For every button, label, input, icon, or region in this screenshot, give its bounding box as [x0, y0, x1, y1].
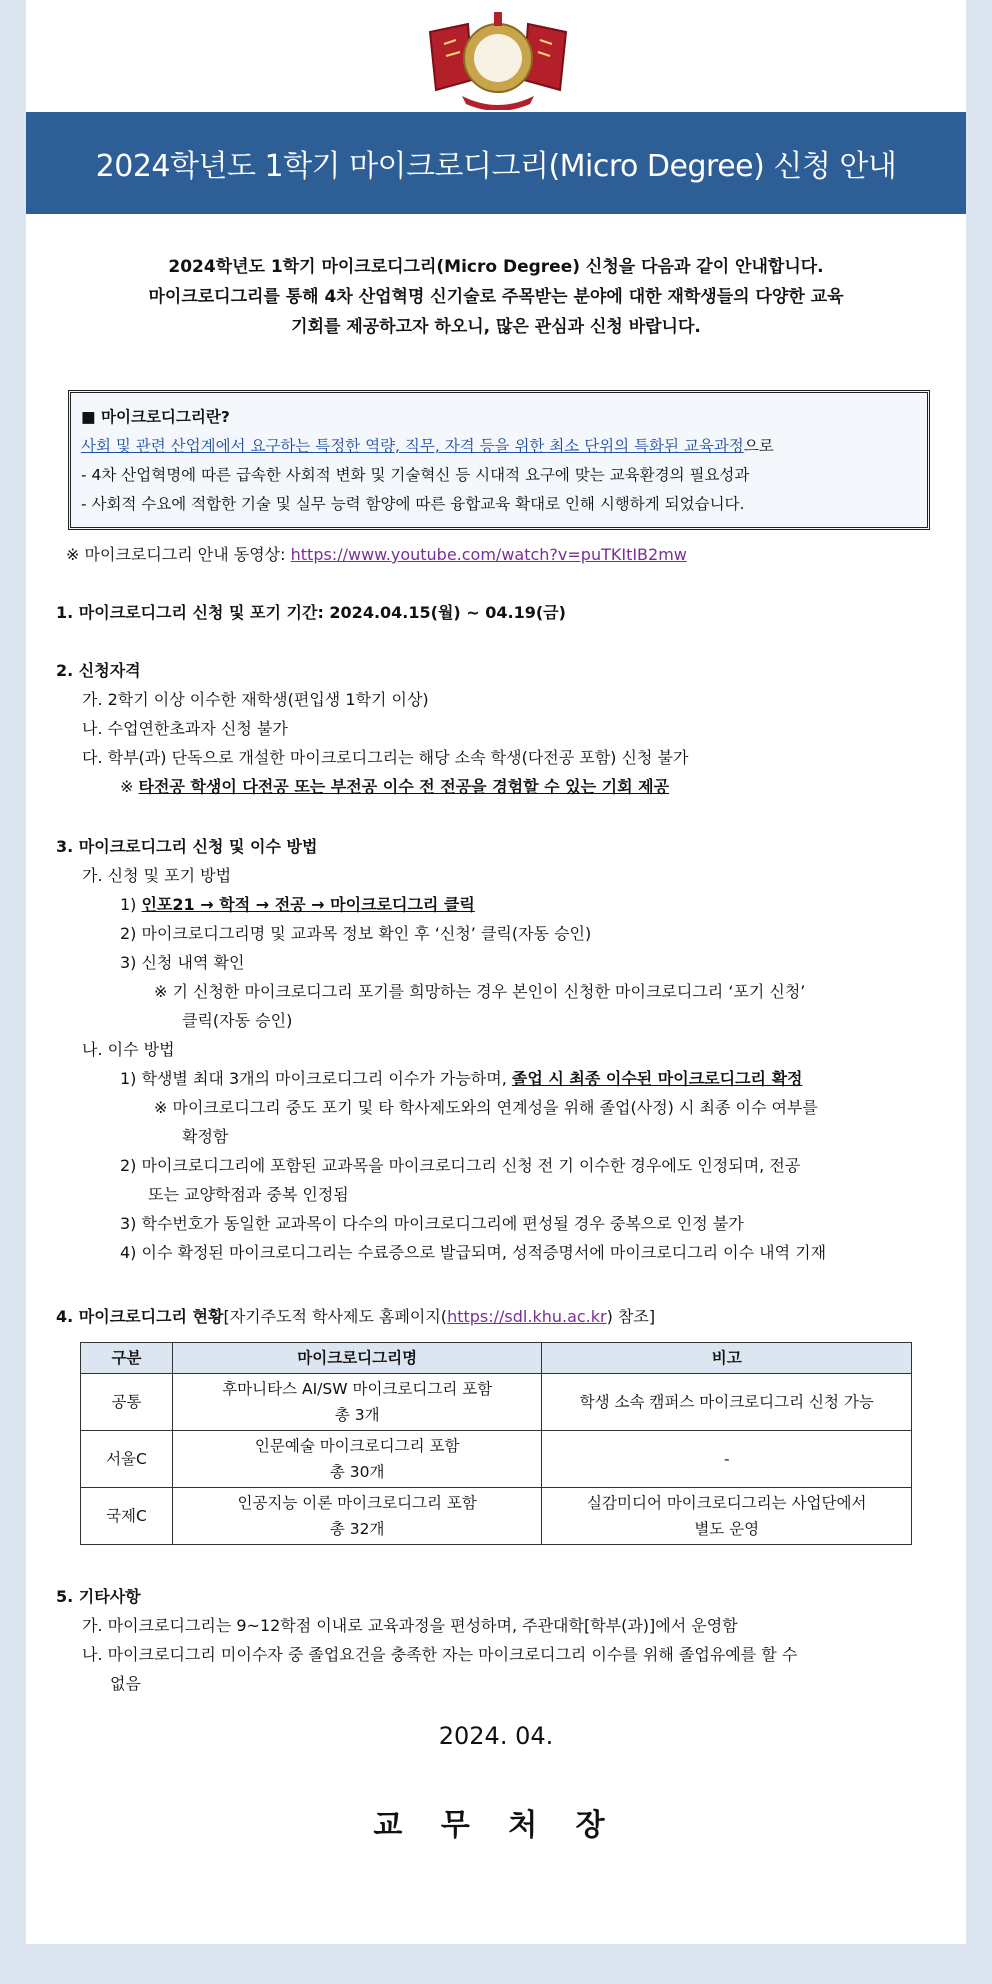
intro-line: 2024학년도 1학기 마이크로디그리(Micro Degree) 신청을 다음과 같이 안내합니다. [168, 257, 824, 277]
method-step: 또는 교양학점과 중복 인정됨 [148, 1185, 349, 1204]
notice-page [26, 0, 966, 1944]
method-step [56, 890, 940, 919]
section-period [56, 598, 940, 627]
video-label: ※ 마이크로디그리 안내 동영상: [66, 545, 291, 564]
method-step: 2) 마이크로디그리명 및 교과목 정보 확인 후 ‘신청’ 클릭(자동 승인) [120, 924, 592, 943]
table-cell-name [172, 1431, 542, 1488]
intro-line: 마이크로디그리를 통해 4차 산업혁명 신기술로 주목받는 분야에 대한 재학생들의 다양한 교육 [148, 287, 844, 307]
section-title [56, 1302, 940, 1331]
table-cell-category: 국제C [81, 1488, 173, 1545]
method-item: 나. 이수 방법 [82, 1040, 175, 1059]
method-step [56, 1064, 940, 1093]
method-note: 확정함 [182, 1127, 229, 1146]
misc-item: 없음 [110, 1674, 141, 1693]
cell-line: - [723, 1450, 730, 1468]
definition-suffix: 으로 [743, 437, 774, 455]
section-title: 1. 마이크로디그리 신청 및 포기 기간: 2024.04.15(월) ~ 04.19(금) [56, 603, 566, 622]
eligibility-item: 나. 수업연한초과자 신청 불가 [82, 719, 288, 738]
cell-line: 인공지능 이론 마이크로디그리 포함 [237, 1494, 477, 1512]
definition-heading: ■ 마이크로디그리란? [81, 408, 230, 426]
table-cell-category: 공통 [81, 1374, 173, 1431]
method-step: 3) 학수번호가 동일한 교과목이 다수의 마이크로디그리에 편성될 경우 중복으로 인정 불가 [120, 1214, 744, 1233]
misc-item: 가. 마이크로디그리는 9~12학점 이내로 교육과정을 편성하며, 주관대학[학부(과)]에서 운영함 [82, 1616, 738, 1635]
step-number: 1) [120, 895, 142, 914]
step-emphasis: 졸업 시 최종 이수된 마이크로디그리 확정 [511, 1069, 803, 1088]
method-step: 3) 신청 내역 확인 [120, 953, 245, 972]
cell-line: 학생 소속 캠퍼스 마이크로디그리 신청 가능 [579, 1393, 874, 1411]
status-title: 4. 마이크로디그리 현황 [56, 1307, 224, 1326]
cell-line: 별도 운영 [694, 1520, 760, 1538]
table-cell-note [542, 1431, 912, 1488]
step-path: 인포21 → 학적 → 전공 → 마이크로디그리 클릭 [141, 895, 475, 914]
table-cell-note [542, 1374, 912, 1431]
section-title: 5. 기타사항 [56, 1587, 141, 1606]
video-guide [66, 542, 687, 565]
page-title: 2024학년도 1학기 마이크로디그리(Micro Degree) 신청 안내 [26, 112, 966, 214]
method-step: 4) 이수 확정된 마이크로디그리는 수료증으로 발급되며, 성적증명서에 마이크로디그리 이수 내역 기재 [120, 1243, 827, 1262]
note-text: 타전공 학생이 다전공 또는 부전공 이수 전 전공을 경험할 수 있는 기회 제공 [138, 777, 670, 796]
definition-line [81, 432, 917, 461]
cell-line: 인문예술 마이크로디그리 포함 [254, 1437, 460, 1455]
homepage-link[interactable]: https://sdl.khu.ac.kr [447, 1307, 607, 1326]
definition-highlight: 사회 및 관련 산업계에서 요구하는 특정한 역량, 직무, 자격 등을 위한 최소 단위의 특화된 교육과정 [81, 437, 744, 455]
table-cell-name [172, 1374, 542, 1431]
status-table [80, 1342, 912, 1545]
status-title-note: [자기주도적 학사제도 홈페이지( [223, 1307, 448, 1326]
definition-line: - 4차 산업혁명에 따른 급속한 사회적 변화 및 기술혁신 등 시대적 요구에 맞는 교육환경의 필요성과 [81, 466, 750, 484]
method-note: ※ 마이크로디그리 중도 포기 및 타 학사제도와의 연계성을 위해 졸업(사정) 시 최종 이수 여부를 [154, 1098, 818, 1117]
definition-line: - 사회적 수요에 적합한 기술 및 실무 능력 함양에 따른 융합교육 확대로 인해 시행하게 되었습니다. [81, 495, 745, 513]
misc-item: 나. 마이크로디그리 미이수자 중 졸업요건을 충족한 자는 마이크로디그리 이수를 위해 졸업유예를 할 수 [82, 1645, 798, 1664]
section-title: 3. 마이크로디그리 신청 및 이수 방법 [56, 837, 318, 856]
eligibility-item: 가. 2학기 이상 이수한 재학생(편입생 1학기 이상) [82, 690, 429, 709]
method-item: 가. 신청 및 포기 방법 [82, 866, 232, 885]
method-note: 클릭(자동 승인) [182, 1011, 293, 1030]
method-step: 2) 마이크로디그리에 포함된 교과목을 마이크로디그리 신청 전 기 이수한 경우에도 인정되며, 전공 [120, 1156, 801, 1175]
eligibility-item: 다. 학부(과) 단독으로 개설한 마이크로디그리는 해당 소속 학생(다전공 포함) 신청 불가 [82, 748, 689, 767]
status-title-note: ) 참조] [606, 1307, 656, 1326]
table-cell-category: 서울C [81, 1431, 173, 1488]
notice-date: 2024. 04. [438, 1722, 554, 1750]
table-row [81, 1431, 912, 1488]
university-emblem-icon [422, 10, 574, 110]
section-status [56, 1302, 940, 1331]
intro-text [66, 252, 926, 342]
note-mark: ※ [120, 777, 139, 796]
section-title: 2. 신청자격 [56, 661, 141, 680]
section-method [56, 832, 940, 1267]
cell-line: 총 30개 [329, 1463, 385, 1481]
video-link[interactable]: https://www.youtube.com/watch?v=puTKItIB2mw [290, 545, 687, 564]
cell-line: 실감미디어 마이크로디그리는 사업단에서 [587, 1494, 867, 1512]
table-cell-name [172, 1488, 542, 1545]
section-misc [56, 1582, 940, 1698]
intro-line: 기회를 제공하고자 하오니, 많은 관심과 신청 바랍니다. [291, 317, 701, 337]
step-text: 1) 학생별 최대 3개의 마이크로디그리 이수가 가능하며, [120, 1069, 512, 1088]
definition-box [68, 390, 930, 530]
cell-line: 총 3개 [334, 1406, 380, 1424]
table-cell-note [542, 1488, 912, 1545]
table-header: 마이크로디그리명 [172, 1343, 542, 1374]
table-header: 구분 [81, 1343, 173, 1374]
eligibility-note [56, 772, 940, 801]
cell-line: 총 32개 [329, 1520, 385, 1538]
table-header: 비고 [542, 1343, 912, 1374]
signature: 교 무 처 장 [373, 1808, 619, 1843]
table-row [81, 1488, 912, 1545]
table-header-row [81, 1343, 912, 1374]
cell-line: 후마니타스 AI/SW 마이크로디그리 포함 [222, 1380, 493, 1398]
table-row [81, 1374, 912, 1431]
method-note: ※ 기 신청한 마이크로디그리 포기를 희망하는 경우 본인이 신청한 마이크로디그리 ‘포기 신청’ [154, 982, 806, 1001]
section-eligibility [56, 656, 940, 801]
